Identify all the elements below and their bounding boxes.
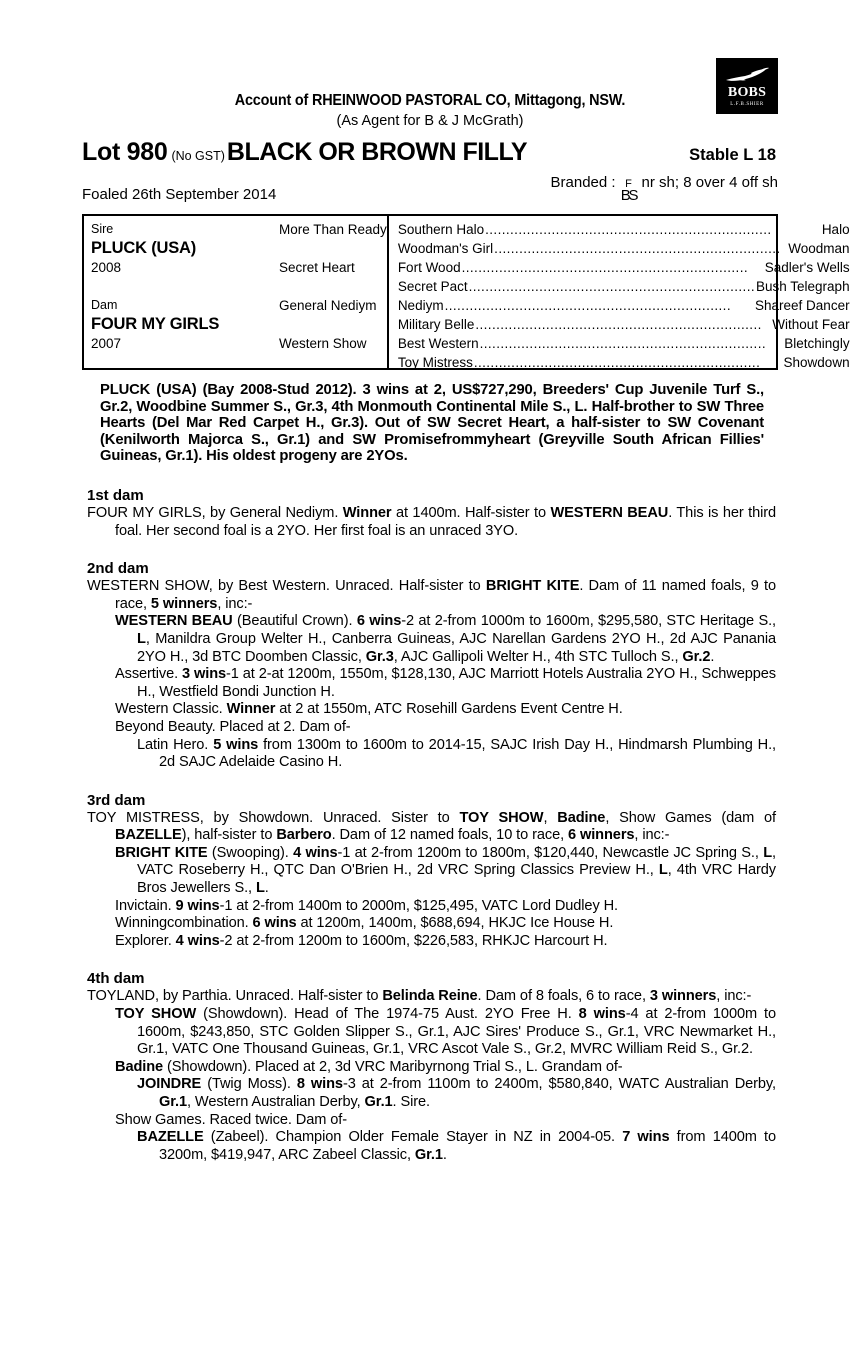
dot-leader: ..................................................................... xyxy=(479,336,767,351)
entry-text: . xyxy=(710,648,715,665)
dam-heading: 2nd dam xyxy=(87,560,149,578)
pedigree-great-grandparent-row xyxy=(398,277,850,296)
pedigree-entry xyxy=(115,915,778,933)
pedigree-entry xyxy=(115,932,778,951)
entry-text: Show Games. Raced twice. Dam of- xyxy=(115,1111,348,1128)
pedigree-grandparents-column xyxy=(279,220,387,368)
dam-year: 2007 xyxy=(91,336,122,351)
colour-and-sex: BLACK OR BROWN FILLY xyxy=(226,138,528,166)
emphasised-text: TOY SHOW xyxy=(115,1006,197,1023)
foaled-date: Foaled 26th September 2014 xyxy=(82,186,277,203)
bobs-subtitle: L.F.B.SHIER xyxy=(730,102,764,107)
emphasised-text: WESTERN BEAU xyxy=(550,504,669,521)
great-grandparent-sire: Woodman's Girl xyxy=(397,241,494,256)
pedigree-great-grandparent-row xyxy=(398,258,850,277)
account-line: Account of RHEINWOOD PASTORAL CO, Mittagong, NSW. xyxy=(234,92,626,109)
lot-number: Lot 980 xyxy=(82,138,168,166)
sire-sire: More Than Ready xyxy=(279,222,387,237)
great-grandparent-sire: Southern Halo xyxy=(397,222,485,237)
entry-text: , inc:- xyxy=(634,827,670,844)
brand-mark xyxy=(621,179,637,203)
pedigree-entry xyxy=(115,718,778,737)
pedigree-great-grandparent-row xyxy=(398,334,850,353)
entry-text: , Show Games (dam of xyxy=(605,809,776,826)
entry-text: WESTERN SHOW, by Best Western. Unraced. Half-sister to xyxy=(87,578,486,595)
great-grandparent-sire: Nediym xyxy=(397,298,444,313)
dam-dam: Western Show xyxy=(279,336,367,351)
entry-text: , VATC Roseberry H., QTC Dan O'Brien H., 2d VRC Spring Classics Preview H., xyxy=(137,844,776,879)
dam-heading: 1st dam xyxy=(87,486,144,504)
emphasised-text: 4 wins xyxy=(293,844,338,861)
entry-text: . Sire. xyxy=(392,1094,430,1110)
pedigree-entry xyxy=(87,988,778,1006)
gst-note: (No GST) xyxy=(171,149,225,163)
emphasised-text: Gr.1 xyxy=(414,1146,443,1163)
pedigree-entry xyxy=(137,1076,778,1111)
emphasised-text: Badine xyxy=(115,1058,164,1075)
emphasised-text: 6 wins xyxy=(356,613,402,630)
emphasised-text: BRIGHT KITE xyxy=(115,844,208,861)
entry-text: ), half-sister to xyxy=(181,827,277,844)
emphasised-text: 3 winners xyxy=(649,988,717,1005)
pedigree-great-grandparent-row xyxy=(398,353,850,372)
entry-text: Western Classic. xyxy=(115,701,227,718)
dot-leader: ..................................................................... xyxy=(444,298,731,313)
emphasised-text: Badine xyxy=(557,809,606,826)
entry-text: , Western Australian Derby, xyxy=(187,1094,365,1110)
sire-dam: Secret Heart xyxy=(279,260,355,275)
entry-text: at 1200m, 1400m, $688,694, HKJC Ice House H. xyxy=(296,915,614,932)
emphasised-text: 3 wins xyxy=(182,666,227,683)
entry-text: Latin Hero. xyxy=(137,736,214,753)
entry-text: -1 at 2-from 1400m to 2000m, $125,495, VATC Lord Dudley H. xyxy=(219,897,618,914)
entry-text: (Showdown). Head of The 1974-75 Aust. 2YO Free H. xyxy=(196,1006,579,1023)
pedigree-entry xyxy=(137,1129,778,1164)
emphasised-text: Gr.2 xyxy=(682,648,711,665)
branded-info xyxy=(551,174,778,203)
emphasised-text: L xyxy=(137,630,146,647)
pedigree-entry xyxy=(115,701,778,719)
dam-sire: General Nediym xyxy=(279,298,377,313)
pedigree-entry xyxy=(87,504,778,540)
entry-text: -1 at 2-at 1200m, 1550m, $128,130, AJC Marriott Hotels Australia 2YO H., Schweppes H., Westfield Bondi Junction H. xyxy=(137,666,776,700)
entry-text: at 1400m. Half-sister to xyxy=(391,504,551,521)
great-grandparent-dam: Woodman xyxy=(788,241,850,256)
entry-text: , AJC Gallipoli Welter H., 4th STC Tulloch S., xyxy=(393,648,683,665)
entry-text: from 1300m to 1600m to 2014-15, SAJC Irish Day H., Hindmarsh Plumbing H., 2d SAJC Adelaide Casino H. xyxy=(159,736,776,771)
emphasised-text: BAZELLE xyxy=(137,1129,204,1146)
entry-text: -2 at 2-from 1000m to 1600m, $295,580, STC Heritage S., xyxy=(401,613,776,630)
dot-leader: ..................................................................... xyxy=(468,279,755,294)
dam-heading: 3rd dam xyxy=(87,791,146,809)
sire-label: Sire xyxy=(91,222,114,236)
pedigree-entry xyxy=(115,613,778,666)
entry-text: at 2 at 1550m, ATC Rosehill Gardens Event Centre H. xyxy=(275,701,623,718)
emphasised-text: 6 winners xyxy=(568,827,635,844)
entry-text: . Dam of 12 named foals, 10 to race, xyxy=(331,827,568,844)
pedigree-entry xyxy=(115,897,778,916)
entry-text: -3 at 2-from 1100m to 2400m, $580,840, WATC Australian Derby, xyxy=(342,1076,776,1093)
entry-text: Invictain. xyxy=(115,897,176,914)
entry-text: , xyxy=(543,809,558,826)
entry-text: from 1400m to 3200m, $419,947, ARC Zabeel Classic, xyxy=(159,1129,776,1163)
pedigree-entry xyxy=(87,809,778,845)
entry-text: , inc:- xyxy=(217,595,253,612)
sire-name: PLUCK (USA) xyxy=(91,239,197,257)
great-grandparent-sire: Best Western xyxy=(397,336,479,351)
entry-text: (Twig Moss). xyxy=(201,1076,297,1093)
pedigree-great-grandparent-row xyxy=(398,220,850,239)
entry-text: -1 at 2-from 1200m to 1800m, $120,440, Newcastle JC Spring S., xyxy=(337,844,764,861)
pedigree-great-grandparent-row xyxy=(398,315,850,334)
great-grandparent-sire: Military Belle xyxy=(397,317,475,332)
sire-year: 2008 xyxy=(91,260,122,275)
entry-text: . xyxy=(264,880,269,897)
foaled-and-brand-row xyxy=(82,174,778,203)
agent-line: (As Agent for B & J McGrath) xyxy=(336,113,524,129)
emphasised-text: JOINDRE xyxy=(137,1076,202,1093)
entry-text: -2 at 2-from 1200m to 1600m, $226,583, RHKJC Harcourt H. xyxy=(219,932,608,949)
pedigree-entry xyxy=(115,666,778,701)
emphasised-text: Belinda Reine xyxy=(382,988,478,1005)
great-grandparent-sire: Secret Pact xyxy=(397,279,468,294)
emphasised-text: 9 wins xyxy=(175,897,220,914)
entry-text: -4 at 2-from 1000m to 1600m, $243,850, STC Golden Slipper S., Gr.1, AJC Sires' Produce S., Gr.1, VRC Newmarket H., Gr.1, VATC One Thousand Guineas, Gr.1, VRC Ascot Vale S., Gr.2, MVRC William Reid S., Gr.2. xyxy=(137,1006,776,1058)
entry-text: Explorer. xyxy=(115,932,176,949)
emphasised-text: 8 wins xyxy=(296,1076,343,1093)
emphasised-text: Gr.1 xyxy=(159,1094,187,1110)
dot-leader: ..................................................................... xyxy=(475,317,762,332)
emphasised-text: Gr.3 xyxy=(365,648,394,665)
brand-base: BS xyxy=(620,187,637,204)
great-grandparent-sire: Toy Mistress xyxy=(397,355,473,370)
emphasised-text: L xyxy=(255,880,265,897)
pedigree-great-grandparent-row xyxy=(398,296,850,315)
emphasised-text: 4 wins xyxy=(175,932,220,949)
dam-label: Dam xyxy=(91,298,118,312)
emphasised-text: 5 winners xyxy=(150,595,218,612)
entry-text: . xyxy=(442,1146,447,1163)
emphasised-text: 5 wins xyxy=(213,736,259,753)
entry-text: , inc:- xyxy=(716,988,752,1005)
emphasised-text: Gr.1 xyxy=(364,1094,393,1110)
great-grandparent-dam: Sadler's Wells xyxy=(764,260,850,275)
entry-text: TOYLAND, by Parthia. Unraced. Half-sister to xyxy=(87,988,383,1005)
stable-label: Stable L 18 xyxy=(689,146,776,164)
emphasised-text: 6 wins xyxy=(252,915,297,932)
pedigree-entry xyxy=(115,1006,778,1059)
emphasised-text: WESTERN BEAU xyxy=(115,613,233,630)
entry-text: . Dam of 8 foals, 6 to race, xyxy=(477,988,650,1005)
sire-performance-blurb: PLUCK (USA) (Bay 2008-Stud 2012). 3 wins at 2, US$727,290, Breeders' Cup Juvenile Turf S., Gr.2, Woodbine Summer S., Gr.3, 4th Monmouth Continental Mile S., L. Half-brother to SW Three Hearts (Del Mar Red Carpet H., Gr.3). Out of SW Secret Heart, a half-sister to SW Covenant (Kenilworth Majorca S., Gr.1) and SW Promisefrommyheart (Greyville South African Fillies' Guineas, Gr.1). His oldest progeny are 2YOs. xyxy=(100,382,764,465)
dot-leader: ..................................................................... xyxy=(485,222,772,237)
emphasised-text: TOY SHOW xyxy=(459,809,544,826)
emphasised-text: L xyxy=(658,862,668,879)
great-grandparent-dam: Showdown xyxy=(783,355,850,370)
entry-text: . This is her third foal. Her second foal is a 2YO. Her first foal is an unraced 3YO. xyxy=(115,504,777,539)
entry-text: Winningcombination. xyxy=(115,915,253,932)
entry-text: , 4th VRC Hardy Bros Jewellers S., xyxy=(137,862,776,897)
great-grandparent-dam: Shareef Dancer xyxy=(755,298,850,313)
dot-leader: ..................................................................... xyxy=(494,241,781,256)
entry-text: (Beautiful Crown). xyxy=(232,613,357,630)
pedigree-parents-column xyxy=(91,220,279,368)
dot-leader: ..................................................................... xyxy=(473,355,761,370)
dot-leader: ..................................................................... xyxy=(461,260,748,275)
branded-label: Branded : xyxy=(550,174,616,191)
pedigree-entry xyxy=(115,844,778,898)
entry-text: , Manildra Group Welter H., Canberra Guineas, AJC Narellan Gardens 2YO H., 2d AJC Panania 2YO H., 3d BTC Doomben Classic, xyxy=(137,630,776,665)
pedigree-entry xyxy=(115,1111,778,1130)
pedigree-great-grandparent-row xyxy=(398,239,850,258)
emphasised-text: 8 wins xyxy=(578,1006,626,1023)
pedigree-table xyxy=(82,214,850,370)
emphasised-text: Barbero xyxy=(276,827,332,844)
great-grandparent-dam: Without Fear xyxy=(772,317,850,332)
entry-text: (Showdown). Placed at 2, 3d VRC Maribyrnong Trial S., L. Grandam of- xyxy=(163,1058,623,1075)
emphasised-text: BRIGHT KITE xyxy=(485,578,580,595)
emphasised-text: Winner xyxy=(342,504,392,521)
pedigree-entry xyxy=(87,578,778,613)
branded-rest: nr sh; 8 over 4 off sh xyxy=(641,174,778,191)
great-grandparent-dam: Bletchingly xyxy=(784,336,850,351)
emphasised-text: Winner xyxy=(226,701,276,718)
lot-row xyxy=(82,138,778,167)
entry-text: TOY MISTRESS, by Showdown. Unraced. Sister to xyxy=(87,809,460,826)
dam-name: FOUR MY GIRLS xyxy=(91,315,220,333)
entry-text: Assertive. xyxy=(115,666,183,683)
emphasised-text: L xyxy=(763,844,773,861)
emphasised-text: 7 wins xyxy=(622,1129,670,1146)
entry-text: (Zabeel). Champion Older Female Stayer in NZ in 2004-05. xyxy=(203,1129,623,1146)
great-grandparent-sire: Fort Wood xyxy=(397,260,461,275)
brand-sup: F xyxy=(625,178,632,190)
great-grandparent-dam: Halo xyxy=(821,222,850,237)
entry-text: . Dam of 11 named foals, 9 to race, xyxy=(115,578,776,612)
pedigree-entry xyxy=(115,1058,778,1077)
dam-heading: 4th dam xyxy=(87,970,145,988)
pedigree-entry xyxy=(137,736,778,772)
bobs-wordmark: BOBS xyxy=(727,85,767,100)
great-grandparent-dam: Bush Telegraph xyxy=(756,279,850,294)
emphasised-text: BAZELLE xyxy=(115,827,182,844)
dam-sections xyxy=(82,487,778,1164)
pedigree-great-grandparents-column xyxy=(389,216,859,368)
entry-text: FOUR MY GIRLS, by General Nediym. xyxy=(87,504,343,521)
pedigree-left xyxy=(84,216,389,368)
entry-text: (Swooping). xyxy=(207,844,294,861)
entry-text: Beyond Beauty. Placed at 2. Dam of- xyxy=(115,718,351,735)
